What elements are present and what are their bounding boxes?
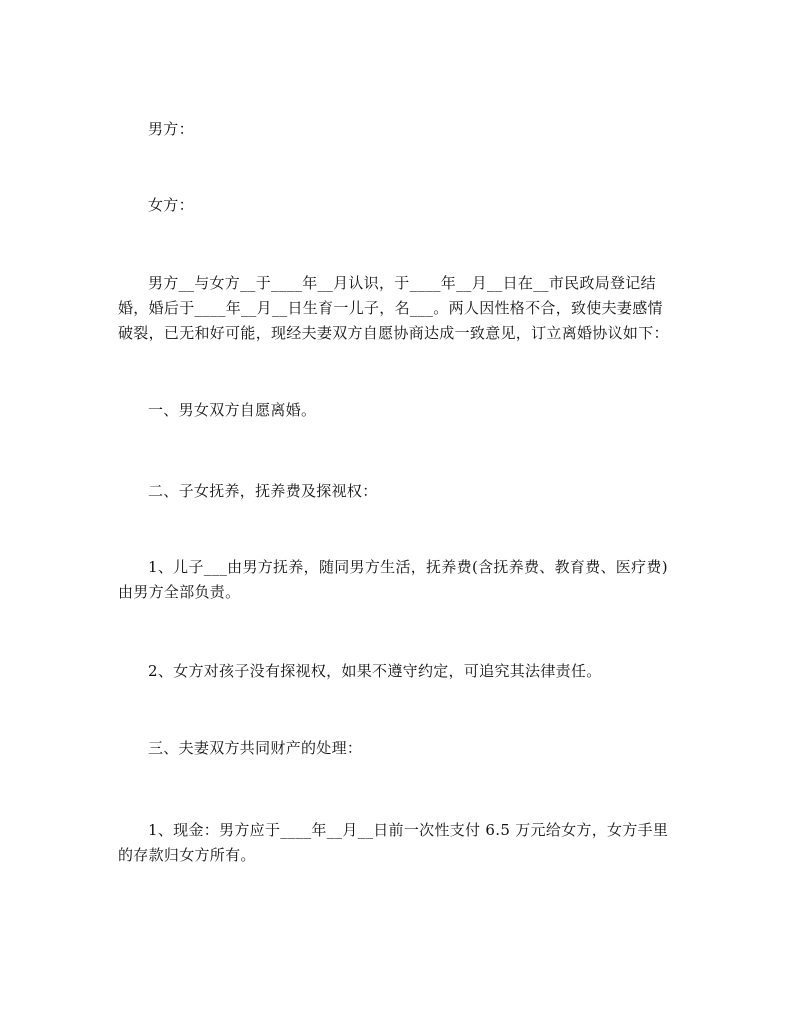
intro-line-1: 男方__与女方__于____年__月认识，于____年__月__日在__市民政局登记结 [148, 274, 656, 292]
clause-1: 一、男女双方自愿离婚。 [148, 401, 317, 419]
clause-2-item-2: 2、女方对孩子没有探视权，如果不遵守约定，可追究其法律责任。 [148, 662, 602, 680]
intro-line-2: 婚，婚后于____年__月__日生育一儿子，名___。两人因性格不合，致使夫妻感情 [118, 299, 663, 317]
clause-3-item-1-line-1: 1、现金：男方应于____年__月__日前一次性支付 6.5 万元给女方，女方手里 [148, 821, 669, 839]
clause-3-item-1 [118, 818, 683, 868]
husband-label: 男方： [148, 120, 194, 138]
clause-3-item-1-line-2: 的存款归女方所有。 [118, 846, 256, 864]
wife-label: 女方： [148, 196, 194, 214]
clause-3-heading: 三、夫妻双方共同财产的处理： [148, 739, 363, 757]
intro-paragraph [118, 271, 683, 346]
clause-2-heading: 二、子女抚养，抚养费及探视权： [148, 482, 378, 500]
clause-2-item-1 [118, 555, 683, 605]
clause-2-item-1-line-1: 1、儿子___由男方抚养，随同男方生活，抚养费(含抚养费、教育费、医疗费) [148, 558, 668, 576]
clause-2-item-1-line-2: 由男方全部负责。 [118, 583, 241, 601]
intro-line-3: 破裂，已无和好可能，现经夫妻双方自愿协商达成一致意见，订立离婚协议如下： [118, 324, 669, 342]
